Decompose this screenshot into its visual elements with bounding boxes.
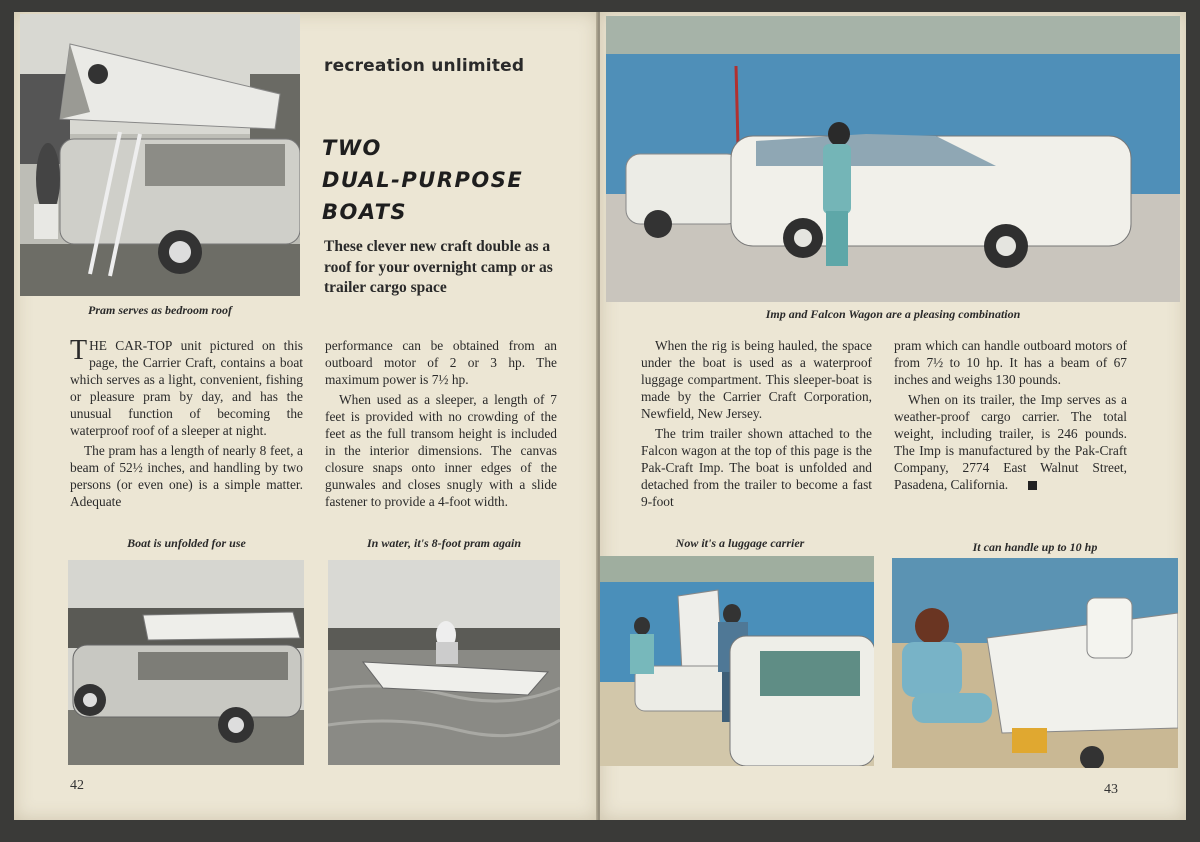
- paragraph: pram which can handle outboard motors of from 7½ to 10 hp. It has a beam of 67 inches and weighs 130 pounds.: [894, 338, 1127, 387]
- article-subtitle: These clever new craft double as a roof for your overnight camp or as trailer cargo space: [324, 238, 553, 296]
- photo-handle-10hp: [892, 558, 1178, 768]
- section-heading: recreation unlimited: [324, 56, 525, 76]
- caption-handle-10hp: It can handle up to 10 hp: [972, 540, 1098, 554]
- photo-pram-in-water: [328, 560, 560, 765]
- body-column-4: [894, 337, 1127, 496]
- paragraph-text: unit pictured on this page, the Carrier Craft, contains a boat which serves as a light, convenient, fishing or pleasure pram by day, and has the unusual function of becoming the waterproof roof of a sleeper at night.: [70, 338, 303, 438]
- paragraph: When the rig is being hauled, the space under the boat is used as a waterproof luggage compartment. This sleeper-boat is made by the Carrier Craft Corporation, Newfield, New Jersey.: [641, 338, 872, 421]
- body-column-1: [70, 337, 303, 513]
- paragraph: The trim trailer shown attached to the Falcon wagon at the top of this page is the Pak-Craft Imp. The boat is unfolded and detached from the trailer to become a fast 9-foot: [641, 426, 872, 509]
- photo-imp-falcon-wagon: [606, 16, 1180, 302]
- photo-camper-wagon: [20, 14, 300, 296]
- photo-luggage-carrier: [600, 556, 874, 766]
- page-number-left: 42: [70, 778, 84, 793]
- paragraph: performance can be obtained from an outboard motor of 2 or 3 hp. The maximum power is 7½ hp.: [325, 338, 557, 387]
- paragraph: [894, 391, 1127, 493]
- drop-cap: T: [70, 335, 88, 366]
- paragraph-text: When on its trailer, the Imp serves as a weather-proof cargo carrier. The total weight, including trailer, is 246 pounds. The Imp is manufactured by the Pak-Craft Company, 2774 East Walnut Street, Pasadena, California.: [894, 392, 1127, 492]
- caption-imp-falcon: Imp and Falcon Wagon are a pleasing combination: [765, 307, 1021, 321]
- article-title: TWO DUAL-PURPOSE BOATS: [322, 136, 524, 224]
- lead-in: HE CAR-TOP: [89, 338, 173, 353]
- paragraph: The pram has a length of nearly 8 feet, a beam of 52½ inches, and handling by two persons (or even one) is a simple matter. Adequate: [70, 443, 303, 509]
- page-number-right: 43: [1104, 782, 1118, 797]
- body-column-2: [325, 337, 557, 513]
- photo-wagon-with-roof-boat: [68, 560, 304, 765]
- caption-boat-unfolded: Boat is unfolded for use: [127, 536, 246, 550]
- end-mark: [1028, 481, 1037, 490]
- paragraph: [70, 337, 303, 439]
- paragraph: When used as a sleeper, a length of 7 feet is provided with no crowding of the feet as the full transom height is included in the interior dimensions. The canvas closure snaps onto inner edges of the gunwales and closes snugly with a slide fastener to provide a 4-foot width.: [325, 392, 557, 509]
- caption-in-water: In water, it's 8-foot pram again: [366, 536, 522, 550]
- caption-luggage-carrier: Now it's a luggage carrier: [675, 536, 805, 550]
- body-column-3: [641, 337, 872, 513]
- caption-pram-bedroom: Pram serves as bedroom roof: [88, 303, 232, 317]
